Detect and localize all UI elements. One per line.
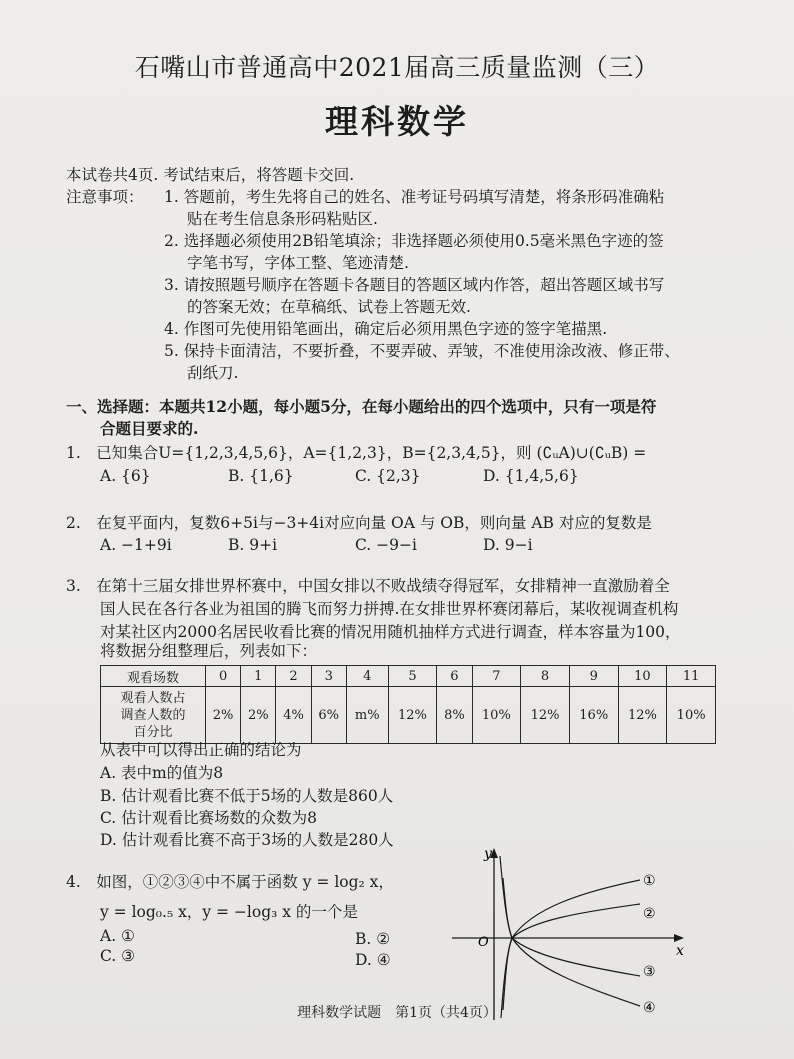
- table-cell: m%: [346, 687, 388, 744]
- section-heading-2: 合题目要求的.: [100, 419, 199, 438]
- table-col: 1: [241, 666, 276, 687]
- table-cell: 16%: [569, 687, 618, 744]
- curve-1: [500, 856, 640, 938]
- intro-line: 本试卷共4页. 考试结束后，将答题卡交回.: [66, 166, 355, 184]
- table-cell: 4%: [276, 687, 311, 744]
- table-cell: 12%: [521, 687, 570, 744]
- q3-stem-4: 将数据分组整理后，列表如下：: [100, 642, 318, 660]
- q4-option-b: B. ②: [355, 930, 391, 948]
- q3-conclusion: 从表中可以得出正确的结论为: [100, 741, 302, 759]
- row-label-line: 调查人数的: [120, 707, 186, 723]
- curve-label-3: ③: [643, 964, 656, 980]
- q4-stem-1: 4. 如图，①②③④中不属于函数 y = log₂ x，: [66, 873, 394, 891]
- q4-stem-2: y = log₀.₅ x，y = −log₃ x 的一个是: [100, 903, 358, 921]
- q1-stem: 1. 已知集合U={1,2,3,4,5,6}，A={1,2,3}，B={2,3,4,5}，则 (∁ᵤA)∪(∁ᵤB) =: [66, 444, 647, 462]
- y-axis-label: y: [484, 846, 492, 862]
- q2-option-c: C. −9−i: [355, 536, 417, 554]
- section-heading: 一、选择题：本题共12小题，每小题5分，在每小题给出的四个选项中，只有一项是符: [66, 397, 657, 416]
- q3-option-d: D. 估计观看比赛不高于3场的人数是280人: [100, 831, 394, 849]
- table-col: 10: [618, 666, 667, 687]
- q3-stem-2: 国人民在各行各业为祖国的腾飞而努力拼搏.在女排世界杯赛闭幕后，某收视调查机构: [100, 600, 679, 618]
- table-header-label: 观看场数: [101, 666, 206, 687]
- table-col: 11: [667, 666, 716, 687]
- x-axis-label: x: [676, 943, 684, 959]
- q4-option-d: D. ④: [355, 951, 391, 969]
- q2-stem: 2. 在复平面内，复数6+5i与−3+4i对应向量 OA 与 OB，则向量 AB 对应的复数是: [66, 514, 652, 532]
- q4-option-a: A. ①: [100, 927, 135, 945]
- curve-label-2: ②: [643, 906, 656, 922]
- table-col: 2: [276, 666, 311, 687]
- table-value-row: [101, 687, 716, 744]
- curve-label-4: ④: [643, 1000, 656, 1016]
- table-cell: 2%: [206, 687, 241, 744]
- q2-option-a: A. −1+9i: [100, 536, 172, 554]
- page-footer: 理科数学试题 第1页（共4页）: [297, 1005, 497, 1021]
- table-cell: 12%: [388, 687, 437, 744]
- table-col: 8: [521, 666, 570, 687]
- note-1a: 1. 答题前，考生先将自己的姓名、准考证号码填写清楚，将条形码准确粘: [164, 188, 665, 206]
- subject-title: 理科数学: [325, 102, 469, 141]
- table-cell: 8%: [437, 687, 472, 744]
- note-2a: 2. 选择题必须使用2B铅笔填涂；非选择题必须使用0.5毫米黑色字迹的签: [164, 232, 664, 250]
- note-3a: 3. 请按照题号顺序在答题卡各题目的答题区域内作答，超出答题区域书写: [164, 276, 665, 294]
- table-cell: 10%: [667, 687, 716, 744]
- log-function-graph: [452, 842, 692, 1022]
- table-col: 3: [311, 666, 346, 687]
- row-label-line: 观看人数占: [120, 690, 186, 706]
- table-row-label: [101, 687, 206, 744]
- q3-option-b: B. 估计观看比赛不低于5场的人数是860人: [100, 787, 394, 805]
- table-col: 4: [346, 666, 388, 687]
- table-cell: 2%: [241, 687, 276, 744]
- curve-label-1: ①: [643, 873, 656, 889]
- note-2b: 字笔书写，字体工整、笔迹清楚.: [187, 254, 409, 272]
- q3-stem-1: 3. 在第十三届女排世界杯赛中，中国女排以不败战绩夺得冠军，女排精神一直激励着全: [66, 577, 670, 595]
- table-col: 5: [388, 666, 437, 687]
- table-col: 7: [472, 666, 521, 687]
- q2-option-b: B. 9+i: [228, 536, 278, 554]
- table-cell: 10%: [472, 687, 521, 744]
- table-cell: 6%: [311, 687, 346, 744]
- table-cell: 12%: [618, 687, 667, 744]
- row-label-line: 百分比: [133, 724, 173, 740]
- origin-label: O: [478, 935, 489, 950]
- q1-option-a: A. {6}: [100, 467, 151, 485]
- q3-option-a: A. 表中m的值为8: [100, 764, 224, 782]
- survey-table: [100, 665, 716, 744]
- q3-stem-3: 对某社区内2000名居民收看比赛的情况用随机抽样方式进行调查，样本容量为100，: [100, 623, 681, 641]
- q1-option-d: D. {1,4,5,6}: [483, 467, 579, 485]
- note-5b: 刮纸刀.: [187, 364, 239, 382]
- q4-option-c: C. ③: [100, 947, 136, 965]
- note-1b: 贴在考生信息条形码粘贴区.: [187, 210, 378, 228]
- exam-title: 石嘴山市普通高中2021届高三质量监测（三）: [134, 53, 660, 82]
- q3-option-c: C. 估计观看比赛场数的众数为8: [100, 809, 318, 827]
- q1-option-b: B. {1,6}: [228, 467, 294, 485]
- q2-option-d: D. 9−i: [483, 536, 533, 554]
- notes-label: 注意事项：: [66, 188, 144, 206]
- curve-2: [503, 878, 640, 938]
- table-col: 0: [206, 666, 241, 687]
- x-axis-arrow: [674, 934, 684, 942]
- table-col: 9: [569, 666, 618, 687]
- table-header-row: [101, 666, 716, 687]
- table-col: 6: [437, 666, 472, 687]
- note-3b: 的答案无效；在草稿纸、试卷上答题无效.: [187, 298, 471, 316]
- q1-option-c: C. {2,3}: [355, 467, 421, 485]
- note-4: 4. 作图可先使用铅笔画出，确定后必须用黑色字迹的签字笔描黑.: [164, 320, 608, 338]
- note-5a: 5. 保持卡面清洁，不要折叠，不要弄破、弄皱，不准使用涂改液、修正带、: [164, 342, 680, 360]
